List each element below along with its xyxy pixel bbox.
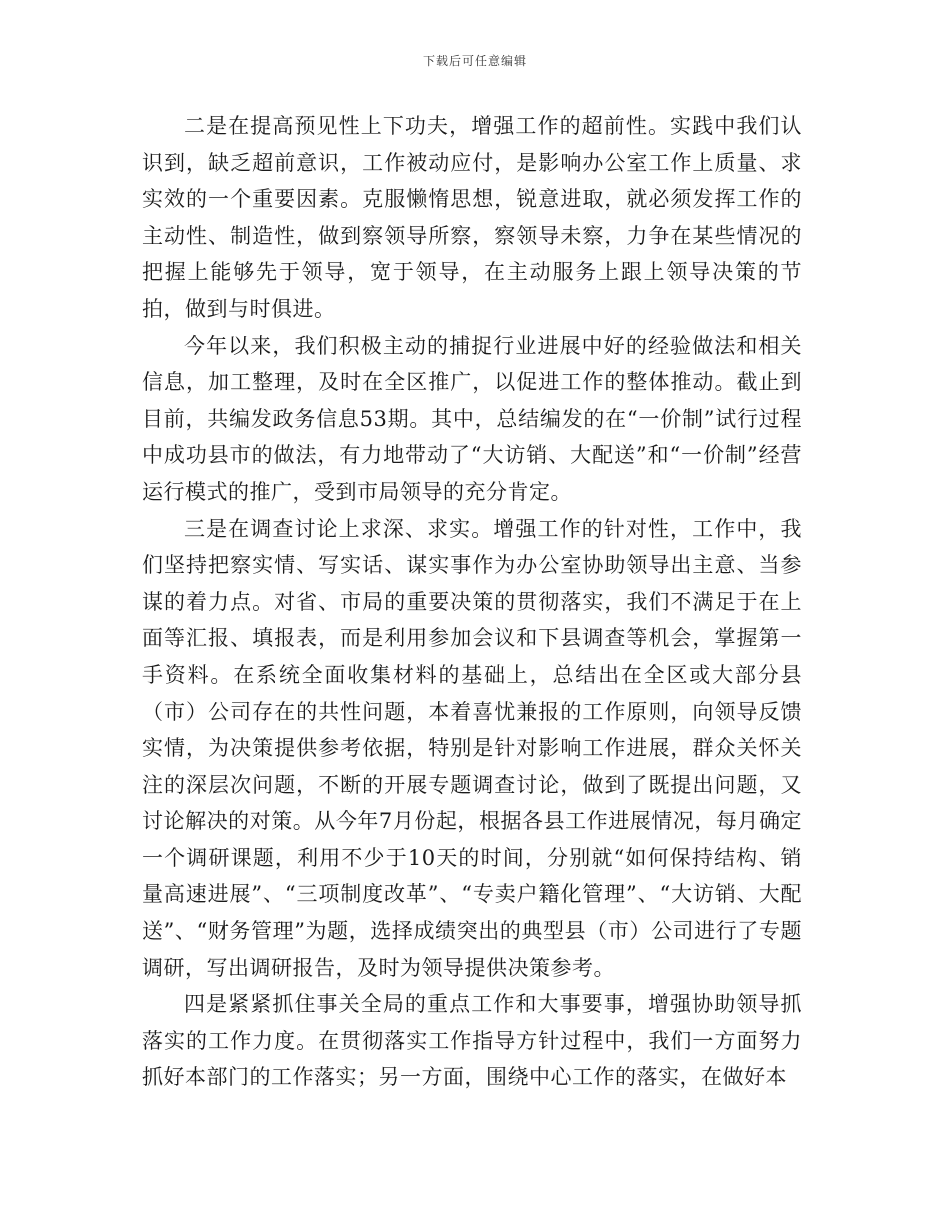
body-text <box>142 108 802 1096</box>
paragraph-1: 二是在提高预见性上下功夫，增强工作的超前性。实践中我们认识到，缺乏超前意识，工作被动应付，是影响办公室工作上质量、求实效的一个重要因素。克服懒惰思想，锐意进取，就必须发挥工作的主动性、制造性，做到察领导所察，察领导未察，力争在某些情况的把握上能够先于领导，宽于领导，在主动服务上跟上领导决策的节拍，做到与时俱进。 <box>142 114 802 321</box>
paragraph-3: 三是在调查讨论上求深、求实。增强工作的针对性，工作中，我们坚持把察实情、写实话、谋实事作为办公室协助领导出主意、当参谋的着力点。对省、市局的重要决策的贯彻落实，我们不满足于在上面等汇报、填报表，而是利用参加会议和下县调查等机会，掌握第一手资料。在系统全面收集材料的基础上，总结出在全区或大部分县（市）公司存在的共性问题，本着喜忧兼报的工作原则，向领导反馈实情，为决策提供参考依据，特别是针对影响工作进展，群众关怀关注的深层次问题，不断的开展专题调查讨论，做到了既提出问题，又讨论解决的对策。从今年7月份起，根据各县工作进展情况，每月确定一个调研课题，利用不少于10天的时间，分别就“如何保持结构、销量高速进展”、“三项制度改革”、“专卖户籍化管理”、“大访销、大配送”、“财务管理”为题，选择成绩突出的典型县（市）公司进行了专题调研，写出调研报告，及时为领导提供决策参考。 <box>142 516 802 980</box>
paragraph-4: 四是紧紧抓住事关全局的重点工作和大事要事，增强协助领导抓落实的工作力度。在贯彻落实工作指导方针过程中，我们一方面努力抓好本部门的工作落实；另一方面，围绕中心工作的落实，在做好本 <box>142 992 802 1090</box>
paragraph-2: 今年以来，我们积极主动的捕捉行业进展中好的经验做法和相关信息，加工整理，及时在全区推广，以促进工作的整体推动。截止到目前，共编发政务信息53期。其中，总结编发的在“一价制”试行过程中成功县市的做法，有力地带动了“大访销、大配送”和“一价制”经营运行模式的推广，受到市局领导的充分肯定。 <box>142 333 802 504</box>
header-note: 下载后可任意编辑 <box>422 54 527 68</box>
